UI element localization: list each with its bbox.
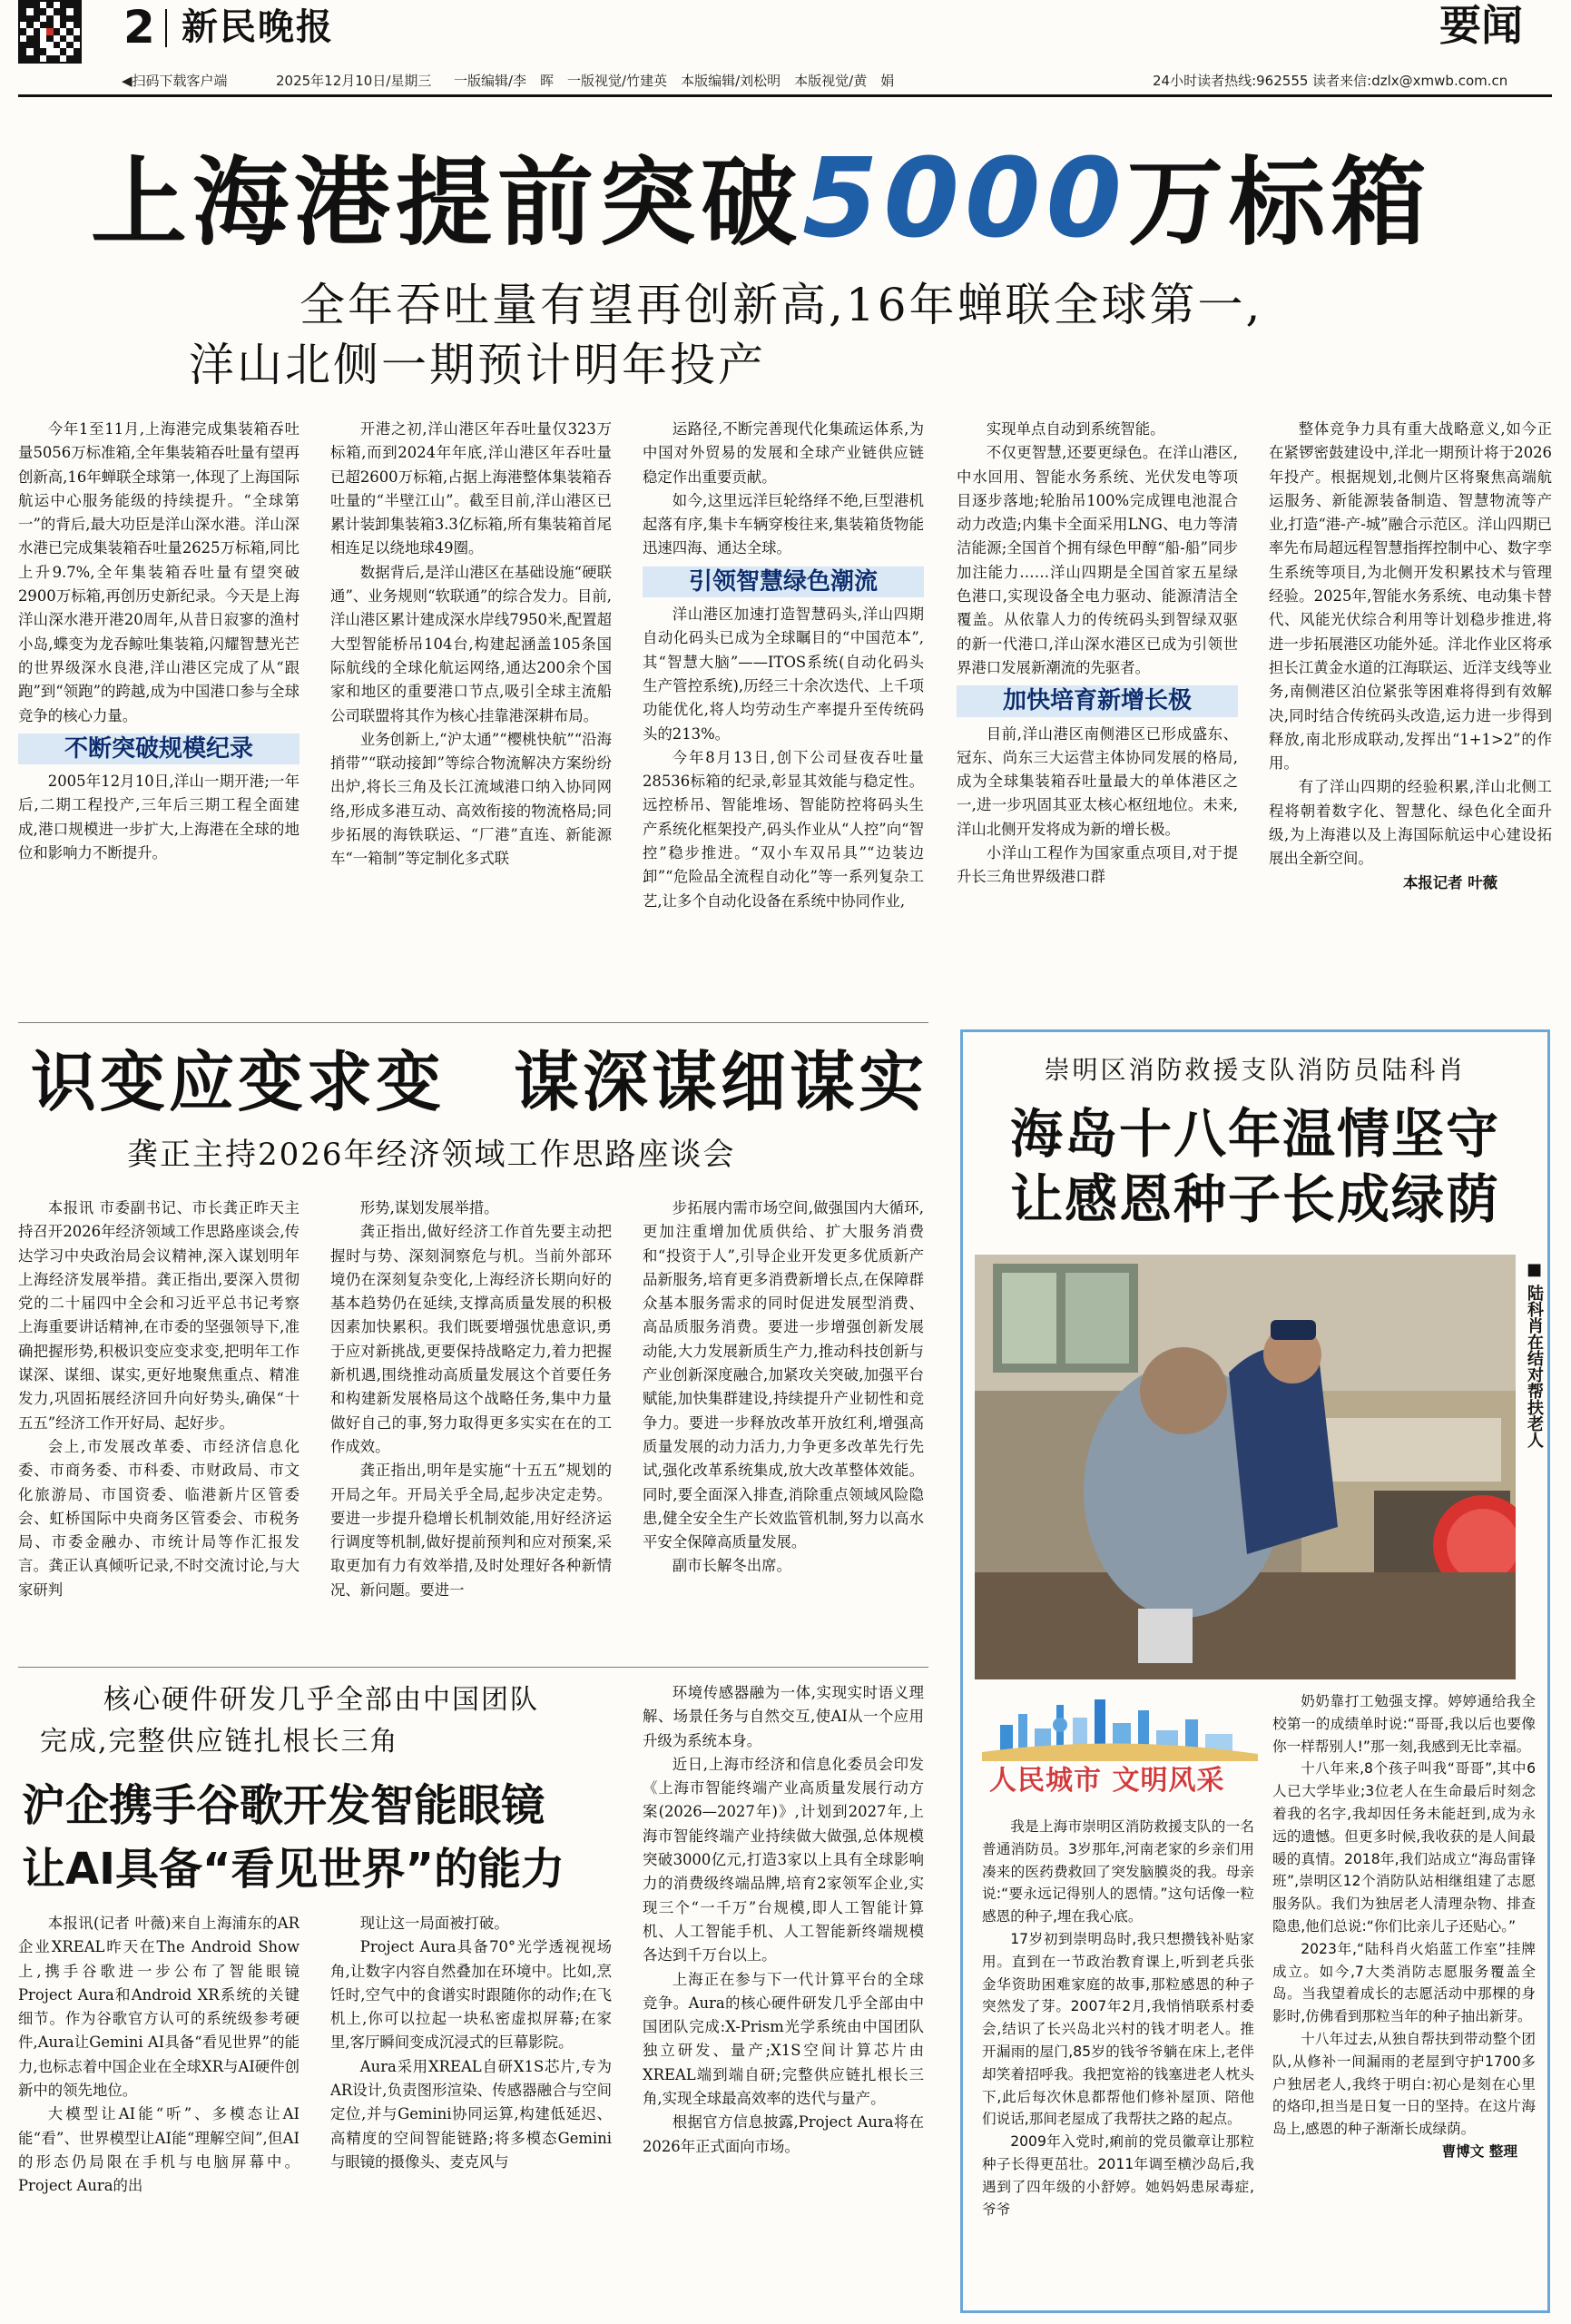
lead-col4-paragraph: 小洋山工程作为国家重点项目,对于提升长三角世界级港口群	[957, 844, 1238, 886]
section-name: 要闻	[1439, 1, 1523, 50]
third-col3-paragraph: 环境传感器融为一体,实现实时语义理解、场景任务与自然交互,使AI从一个应用升级为系统本身。	[643, 1684, 924, 1749]
second-column-3	[643, 1196, 924, 1650]
feature-column-1	[982, 1816, 1254, 2306]
feature-col2-paragraph: 十八年过去,从独自帮扶到带动整个团队,从修补一间漏雨的老屋到守护1700多户独居老人,我终于明白:初心是刻在心里的烙印,担当是日复一日的坚持。在这片海岛上,感恩的种子渐渐长成绿荫。	[1272, 2030, 1536, 2138]
skyline-icon	[982, 1698, 1258, 1761]
lead-column-4	[957, 418, 1238, 999]
date-line: 2025年12月10日/星期三	[276, 73, 432, 89]
lead-subhead-1: 不断突破规模纪录	[18, 734, 299, 764]
lead-subheadline-2: 洋山北侧一期预计明年投产	[189, 339, 766, 391]
feature-headline-2: 让感恩种子长成绿荫	[1009, 1168, 1500, 1230]
third-kicker-1: 核心硬件研发几乎全部由中国团队	[103, 1684, 539, 1716]
paper-name-logo: 新民晚报	[182, 5, 334, 48]
lead-bottom-rule	[18, 1022, 928, 1023]
lead-col3-paragraph: 运路径,不断完善现代化集疏运体系,为中国对外贸易的发展和全球产业链供应链稳定作出重要贡献。	[643, 420, 924, 486]
second-column-1	[18, 1196, 299, 1650]
feature-col2-paragraph: 奶奶靠打工勉强支撑。婷婷通给我全校第一的成绩单时说:“哥哥,我以后也要像你一样帮别人!”那一刻,我感到无比幸福。	[1272, 1693, 1536, 1755]
third-headline-1: 沪企携手谷歌开发智能眼镜	[22, 1780, 545, 1831]
lead-column-2	[330, 418, 612, 999]
lead-col5-paragraph: 有了洋山四期的经验积累,洋山北侧工程将朝着数字化、智慧化、绿色化全面升级,为上海港以及上海国际航运中心建设拓展出全新空间。	[1269, 778, 1552, 868]
lead-col4-paragraph: 目前,洋山港区南侧港区已形成盛东、冠东、尚东三大运营主体协同发展的格局,成为全球集装箱吞吐量最大的单体港区之一,进一步巩固其亚太核心枢纽地位。未来,洋山北侧开发将成为新的增长极。	[957, 724, 1238, 838]
lead-column-1	[18, 418, 299, 999]
second-col1-paragraph: 会上,市发展改革委、市经济信息化委、市商务委、市科委、市财政局、市文化旅游局、市国资委、临港新片区管委会、虹桥国际中央商务区管委会、市税务局、市委金融办、市统计局等作汇报发言。龚正认真倾听记录,不时交流讨论,与大家研判	[18, 1437, 299, 1599]
feature-photo-illustration	[975, 1255, 1516, 1679]
feature-column-2	[1272, 1690, 1536, 2306]
lead-column-3	[643, 418, 924, 999]
feature-byline: 曹博文 整理	[1441, 2142, 1517, 2160]
third-col2-paragraph: Aura采用XREAL自研X1S芯片,专为AR设计,负责图形渲染、传感器融合与空间定位,并与Gemini协同运算,构建低延迟、高精度的空间智能链路;将多模态Gemini与眼镜的摄像头、麦克风与	[330, 2057, 612, 2171]
third-column-1	[18, 1912, 299, 2315]
photo-caption: ■ 陆科肖在结对帮扶老人	[1525, 1260, 1544, 1449]
editor-credits: 一版编辑/李 晖 一版视觉/竹建英 本版编辑/刘松明 本版视觉/黄 娟	[454, 73, 895, 89]
qr-code-icon[interactable]	[18, 0, 82, 64]
second-col2-paragraph: 形势,谋划发展举措。	[359, 1199, 499, 1216]
second-col3-paragraph: 副市长解冬出席。	[672, 1557, 791, 1575]
feature-col2-paragraph: 2023年,“陆科肖火焰蓝工作室”挂牌成立。如今,7大类消防志愿服务覆盖全岛。当我望着成长的志愿活动中那棵的身影时,仿佛看到那粒当年的种子抽出新芽。	[1272, 1940, 1536, 2025]
lead-headline	[91, 136, 1432, 262]
second-subheadline: 龚正主持2026年经济领域工作思路座谈会	[127, 1137, 736, 1173]
third-col3-paragraph: 上海正在参与下一代计算平台的全球竞争。Aura的核心硬件研发几乎全部由中国团队完成:X-Prism光学系统由中国团队独立研发、量产;X1S空间计算芯片由XREAL端到端自研;完整供应链扎根长三角,实现全球最高效率的迭代与量产。	[643, 1970, 924, 2108]
second-column-2	[330, 1196, 612, 1650]
lead-col1-paragraph: 2005年12月10日,洋山一期开港;一年后,二期工程投产,三年后三期工程全面建成,港口规模进一步扩大,上海港在全球的地位和影响力不断提升。	[18, 773, 299, 862]
lead-byline: 本报记者 叶薇	[1402, 873, 1497, 891]
third-col3-paragraph: 近日,上海市经济和信息化委员会印发《上海市智能终端产业高质量发展行动方案(2026—2027年)》,计划到2027年,上海市智能终端产业持续做大做强,总体规模突破3000亿元,打造3家以上具有全球影响力的消费级终端品牌,培育2家领军企业,实现三个“一千万”台规模,即人工智能计算机、人工智能手机、人工智能新终端规模各达到千万台以上。	[643, 1755, 924, 1965]
lead-col2-paragraph: 开港之初,洋山港区年吞吐量仅323万标箱,而到2024年年底,洋山港区年吞吐量已超2600万标箱,占据上海港整体集装箱吞吐量的“半壁江山”。截至目前,洋山港区已累计装卸集装箱3.3亿标箱,所有集装箱首尾相连足以绕地球49圈。	[330, 420, 612, 557]
third-col1-paragraph: 本报讯(记者 叶薇)来自上海浦东的AR企业XREAL昨天在The Android Show上,携手谷歌进一步公布了智能眼镜Project Aura和Android XR系统的关键细节。作为谷歌官方认可的系统级参考硬件,Aura让Gemini AI具备“看见世界”的能力,也标志着中国企业在全球XR与AI硬件创新中的领先地位。	[18, 1915, 299, 2100]
lead-col1-paragraph: 今年1至11月,上海港完成集装箱吞吐量5056万标准箱,全年集装箱吞吐量有望再创新高,16年蝉联全球第一,体现了上海国际航运中心服务能级的持续提升。“全球第一”的背后,最大功臣是洋山深水港。洋山深水港已完成集装箱吞吐量2625万标箱,同比上升9.7%,全年集装箱吞吐量有望突破2900万标箱,再创历史新纪录。今天是上海洋山深水港开港20周年,从昔日寂寥的渔村小岛,蝶变为龙吞鲸吐集装箱,闪耀智慧光芒的世界级深水良港,洋山港区完成了从“跟跑”到“领跑”的跨越,成为中国港口参与全球竞争的核心力量。	[18, 420, 299, 724]
lead-col2-paragraph: 业务创新上,“沪太通”“樱桃快航”“沿海捎带”“联动接卸”等综合物流解决方案纷纷出炉,将长三角及长江流域港口纳入协同网络,形成多港互动、高效衔接的物流格局;同步拓展的海铁联运、“厂港”直连、新能源车“一箱制”等定制化多式联	[330, 730, 612, 868]
second-col2-paragraph: 龚正指出,明年是实施“十五五”规划的开局之年。开局关乎全局,起步决定走势。要进一步提升稳增长机制效能,用好经济运行调度等机制,做好提前预判和应对预案,采取更加有力有效举措,及时处理好各种新情况、新问题。要进一	[330, 1462, 612, 1599]
lead-col2-paragraph: 数据背后,是洋山港区在基础设施“硬联通”、业务规则“软联通”的综合发力。目前,洋山港区累计建成深水岸线7950米,配置超大型智能桥吊104台,构建起涵盖105条国际航线的全球化航运网络,通达200余个国家和地区的重要港口节点,吸引全球主流船公司联盟将其作为核心挂靠港深耕布局。	[330, 563, 612, 724]
masthead-divider	[165, 9, 167, 47]
feature-col1-paragraph: 我是上海市崇明区消防救援支队的一名普通消防员。3岁那年,河南老家的乡亲们用凑来的医药费救回了突发脑膜炎的我。母亲说:“要永远记得别人的恩情。”这句话像一粒感恩的种子,埋在我心底。	[982, 1818, 1254, 1925]
feature-col1-paragraph: 17岁初到崇明岛时,我只想攒钱补贴家用。直到在一节政治教育课上,听到老兵张金华资助困难家庭的故事,那粒感恩的种子突然发了芽。2007年2月,我悄悄联系村委会,结识了长兴岛北兴村的钱才明老人。推开漏雨的屋门,85岁的钱爷爷躺在床上,老伴却笑着招呼我。我把宽裕的钱塞进老人枕头下,此后每次休息都帮他们修补屋顶、陪他们说话,那间老屋成了我帮扶之路的起点。	[982, 1930, 1254, 2128]
second-col3-paragraph: 步拓展内需市场空间,做强国内大循环,更加注重增加优质供给、扩大服务消费和“投资于人”,引导企业开发更多优质新产品新服务,培育更多消费新增长点,在保障群众基本服务需求的同时促进发展型消费、高品质服务消费。要进一步增强创新发展动能,大力发展新质生产力,推动科技创新与产业创新深度融合,加紧攻关突破,加强平台赋能,加快集群建设,持续提升产业韧性和竞争力。要进一步释放改革开放红利,增强高质量发展的动力活力,力争更多改革先行先试,强化改革系统集成,放大改革整体效能。同时,要全面深入排查,消除重点领域风险隐患,健全安全生产长效监管机制,努力以高水平安全保障高质量发展。	[643, 1199, 924, 1551]
third-col3-paragraph: 根据官方信息披露,Project Aura将在2026年正式面向市场。	[643, 2113, 924, 2155]
lead-subheadline-1: 全年吞吐量有望再创新高,16年蝉联全球第一,	[299, 279, 1263, 331]
feature-col2-paragraph: 十八年来,8个孩子叫我“哥哥”,其中6人已大学毕业;3位老人在生命最后时刻念着我的名字,我却因任务未能赶到,成为永远的遗憾。但更多时候,我收获的是人间最暖的真情。2018年,我们站成立“海岛雷锋班”,崇明区12个消防队站相继组建了志愿服务队。我们为独居老人清理杂物、排查隐患,他们总说:“你们比亲儿子还贴心。”	[1272, 1760, 1536, 1935]
feature-kicker: 崇明区消防救援支队消防员陆科肖	[1044, 1055, 1467, 1085]
lead-headline-number: 5000	[802, 136, 1127, 262]
third-col1-paragraph: 大模型让AI能“听”、多模态让AI能“看”、世界模型让AI能“理解空间”,但AI的形态仍局限在手机与电脑屏幕中。Project Aura的出	[18, 2105, 299, 2195]
lead-col3-paragraph: 如今,这里远洋巨轮络绎不绝,巨型港机起落有序,集卡车辆穿梭往来,集装箱货物能迅速四海、通达全球。	[643, 491, 924, 557]
page-number: 2	[123, 1, 155, 54]
qr-caption: ◀扫码下载客户端	[122, 73, 228, 89]
civilization-logo	[982, 1698, 1258, 1807]
lead-col5-paragraph: 整体竞争力具有重大战略意义,如今正在紧锣密鼓建设中,洋北一期预计将于2026年投产。根据规划,北侧片区将聚焦高端航运服务、新能源装备制造、智慧物流等产业,打造“港-产-城”融合示范区。洋山四期已率先布局超远程智慧指挥控制中心、数字孪生系统等项目,为北侧开发积累技术与管理经验。2025年,智能水务系统、电动集卡替代、风能光伏综合利用等计划稳步推进,将进一步拓展港区功能外延。洋北作业区将承担长江黄金水道的江海联运、近洋支线等业务,南侧港区泊位紧张等困难将得到有效解决,同时结合传统码头改造,运力进一步得到释放,南北形成联动,发挥出“1+1>2”的作用。	[1269, 420, 1552, 773]
feature-headline-1: 海岛十八年温情坚守	[1009, 1103, 1500, 1165]
third-column-2	[330, 1912, 612, 2315]
lead-col3-paragraph: 洋山港区加速打造智慧码头,洋山四期自动化码头已成为全球瞩目的“中国范本”,其“智慧大脑”——ITOS系统(自动化码头生产管控系统),历经三十余次迭代、上千项功能优化,将人均劳动生产率提升至传统码头的213%。	[643, 606, 924, 743]
lead-col4-paragraph: 实现单点自动到系统智能。	[986, 420, 1165, 438]
reader-hotline: 24小时读者热线:962555 读者来信:dzlx@xmwb.com.cn	[1153, 73, 1508, 89]
lead-col4-paragraph: 不仅更智慧,还要更绿色。在洋山港区,中水回用、智能水务系统、光伏发电等项目逐步落地;轮胎吊100%完成锂电池混合动力改造;内集卡全面采用LNG、电力等清洁能源;全国首个拥有绿色甲醇“船-船”同步加注能力……洋山四期是全国首家五星绿色港口,实现设备全电力驱动、能源清洁全覆盖。从依靠人力的传统码头到智绿双驱的新一代港口,洋山深水港区已成为引领世界港口发展新潮流的先驱者。	[957, 444, 1238, 676]
second-bottom-rule	[18, 1667, 928, 1668]
feature-col1-paragraph: 2009年入党时,痢前的党员徽章让那粒种子长得更茁壮。2011年调至横沙岛后,我遇到了四年级的小舒婷。她妈妈患尿毒症,爷爷	[982, 2133, 1254, 2218]
feature-photo	[975, 1255, 1516, 1679]
masthead-rule	[18, 94, 1552, 97]
third-column-3	[643, 1681, 924, 2315]
third-headline-2: 让AI具备“看见世界”的能力	[22, 1844, 565, 1895]
third-col2-paragraph: 现让这一局面被打破。	[359, 1915, 509, 1932]
lead-column-5	[1269, 418, 1552, 999]
lead-col3-paragraph: 今年8月13日,创下公司昼夜吞吐量28536标箱的纪录,彰显其效能与稳定性。远控桥吊、智能堆场、智能防控将码头生产系统化框架投产,码头作业从“人控”向“智控”稳步推进。“双小车双吊具”“边装边卸”“危险品全流程自动化”等一系列复杂工艺,让多个自动化设备在系统中协同作业,	[643, 748, 924, 910]
lead-headline-part1: 上海港提前突破	[91, 147, 802, 259]
third-col2-paragraph: Project Aura具备70°光学透视视场角,让数字内容自然叠加在环境中。比如,烹饪时,空气中的食谱实时跟随你的动作;在飞机上,你可以拉起一块私密虚拟屏幕;在家里,客厅瞬间变成沉浸式的巨幕影院。	[330, 1938, 612, 2052]
logo-text: 人民城市 文明风采	[989, 1765, 1225, 1797]
lead-subhead-2: 引领智慧绿色潮流	[643, 566, 924, 597]
lead-headline-part2: 万标箱	[1126, 147, 1432, 259]
second-col2-paragraph: 龚正指出,做好经济工作首先要主动把握时与势、深刻洞察危与机。当前外部环境仍在深刻复杂变化,上海经济长期向好的基本趋势仍在延续,支撑高质量发展的积极因素加快累积。我们既要增强忧患意识,勇于应对新挑战,更要保持战略定力,着力把握新机遇,围绕推动高质量发展这个首要任务和构建新发展格局这个战略任务,集中力量做好自己的事,努力取得更多实实在在的工作成效。	[330, 1223, 612, 1455]
second-col1-paragraph: 本报讯 市委副书记、市长龚正昨天主持召开2026年经济领域工作思路座谈会,传达学习中央政治局会议精神,深入谋划明年上海经济发展举措。龚正指出,要深入贯彻党的二十届四中全会和习近平总书记考察上海重要讲话精神,在市委的坚强领导下,准确把握形势,积极识变应变求变,把明年工作谋深、谋细、谋实,更好地聚焦重点、精准发力,巩固拓展经济回升向好势头,确保“十五五”经济工作开好局、起好步。	[18, 1199, 299, 1432]
third-kicker-2: 完成,完整供应链扎根长三角	[40, 1726, 399, 1758]
lead-subhead-3: 加快培育新增长极	[957, 685, 1238, 716]
second-headline: 识变应变求变 谋深谋细谋实	[31, 1044, 928, 1120]
